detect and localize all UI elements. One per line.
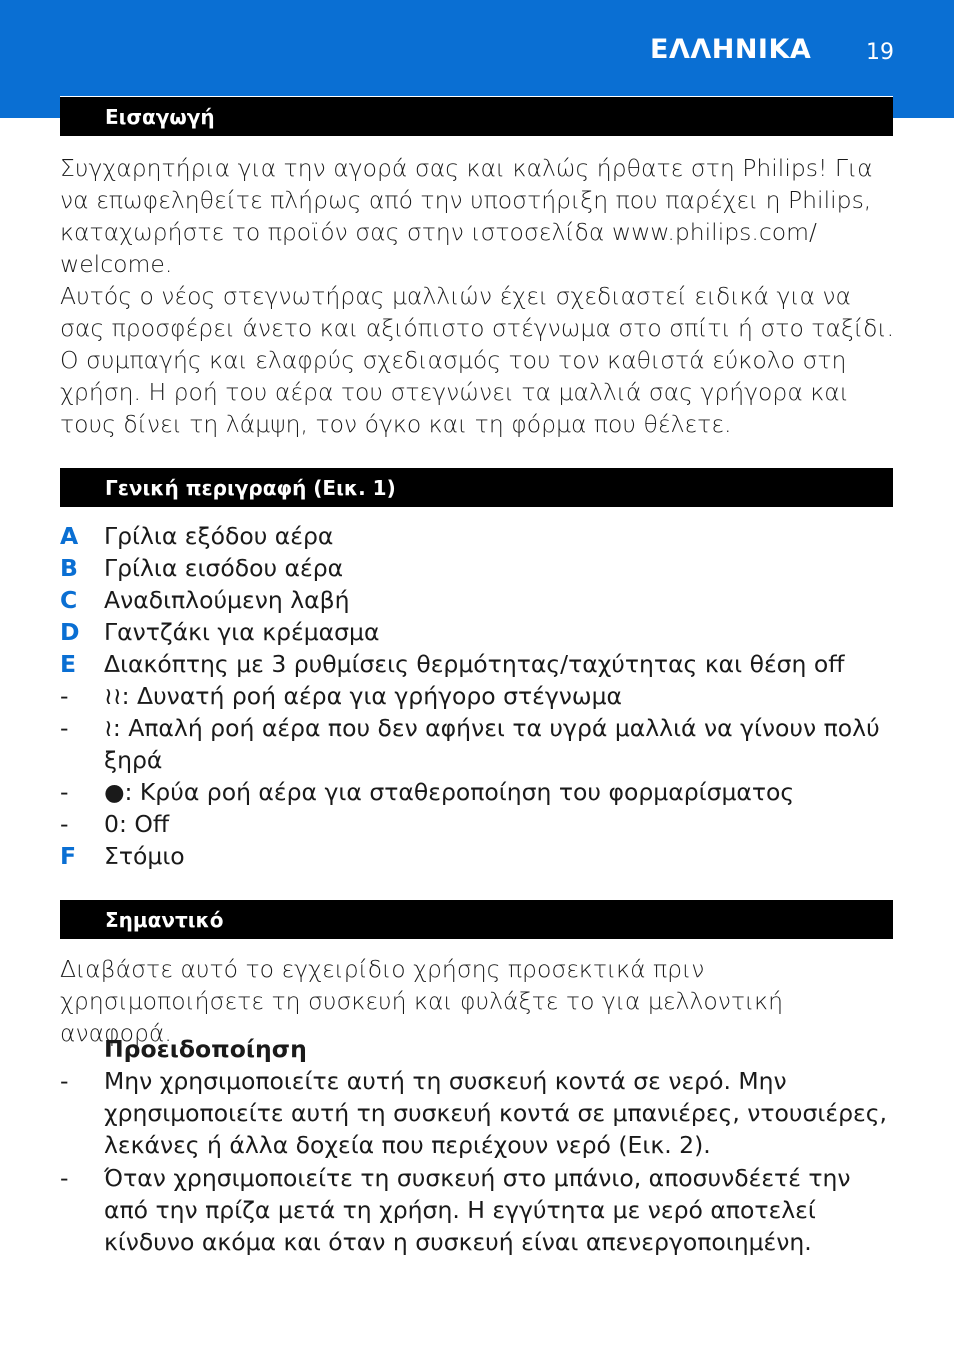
item-dash: -: [60, 714, 69, 742]
item-key: F: [60, 842, 77, 870]
item-text: ≀≀: Δυνατή ροή αέρα για γρήγορο στέγνωμα: [104, 682, 623, 710]
item-dash: -: [60, 1067, 69, 1095]
item-text: κίνδυνο ακόμα και όταν η συσκευή είναι απενεργοποιημένη.: [104, 1228, 812, 1256]
item-text: 0: Off: [104, 810, 170, 838]
intro-line: χρήση. Η ροή του αέρα του στεγνώνει τα μαλλιά σας γρήγορα και: [60, 378, 849, 406]
intro-line: τους δίνει τη λάμψη, τον όγκο και τη φόρμα που θέλετε.: [60, 410, 732, 438]
intro-line: welcome.: [60, 250, 173, 278]
intro-line: να επωφεληθείτε πλήρως από την υποστήριξη που παρέχει η Philips,: [60, 186, 872, 214]
item-key: A: [60, 522, 79, 550]
intro-line: σας προσφέρει άνετο και αξιόπιστο στέγνωμα στο σπίτι ή στο ταξίδι.: [60, 314, 895, 342]
item-text: ≀: Απαλή ροή αέρα που δεν αφήνει τα υγρά μαλλιά να γίνουν πολύ: [104, 714, 880, 742]
important-line: Διαβάστε αυτό το εγχειρίδιο χρήσης προσεκτικά πριν: [60, 955, 705, 983]
section-header-intro: [60, 96, 893, 136]
item-text: Γρίλια εξόδου αέρα: [104, 522, 334, 550]
item-text: Μην χρησιμοποιείτε αυτή τη συσκευή κοντά σε νερό. Μην: [104, 1067, 787, 1095]
section-header-general: [60, 467, 893, 507]
item-text: Γαντζάκι για κρέμασμα: [104, 618, 380, 646]
item-text: ●: Κρύα ροή αέρα για σταθεροποίηση του φορμαρίσματος: [104, 778, 795, 806]
item-text: από την πρίζα μετά τη χρήση. Η εγγύτητα με νερό αποτελεί: [104, 1196, 816, 1224]
item-text: χρησιμοποιείτε αυτή τη συσκευή κοντά σε μπανιέρες, ντουσιέρες,: [104, 1099, 887, 1127]
item-key: E: [60, 650, 77, 678]
intro-line: Συγχαρητήρια για την αγορά σας και καλώς ήρθατε στη Philips! Για: [60, 154, 873, 182]
section-title: Σημαντικό: [105, 908, 224, 932]
page-number: 19: [866, 40, 894, 65]
item-text: ξηρά: [104, 746, 163, 774]
important-line: χρησιμοποιήσετε τη συσκευή και φυλάξτε το για μελλοντική αναφορά.: [60, 987, 783, 1047]
item-text: Όταν χρησιμοποιείτε τη συσκευή στο μπάνιο, αποσυνδέετέ την: [104, 1164, 851, 1192]
item-dash: -: [60, 810, 69, 838]
item-key: D: [60, 618, 80, 646]
item-text: λεκάνες ή άλλα δοχεία που περιέχουν νερό (Εικ. 2).: [104, 1131, 711, 1159]
intro-line: Αυτός ο νέος στεγνωτήρας μαλλιών έχει σχεδιαστεί ειδικά για να: [60, 282, 852, 310]
item-text: Γρίλια εισόδου αέρα: [104, 554, 344, 582]
section-title: Γενική περιγραφή (Εικ. 1): [105, 476, 396, 500]
intro-line: καταχωρήστε το προϊόν σας στην ιστοσελίδα www.philips.com/: [60, 218, 817, 246]
item-key: B: [60, 554, 78, 582]
item-key: C: [60, 586, 78, 614]
item-dash: -: [60, 682, 69, 710]
section-title: Εισαγωγή: [105, 105, 215, 129]
section-header-important: [60, 899, 893, 939]
warning-title: Προειδοποίηση: [104, 1035, 307, 1063]
intro-line: Ο συμπαγής και ελαφρύς σχεδιασμός του τον καθιστά εύκολο στη: [60, 346, 847, 374]
item-dash: -: [60, 1164, 69, 1192]
item-text: Διακόπτης με 3 ρυθμίσεις θερμότητας/ταχύτητας και θέση off: [104, 650, 845, 678]
item-text: Αναδιπλούμενη λαβή: [104, 586, 350, 614]
language-title: ΕΛΛΗΝΙΚΑ: [650, 34, 812, 65]
item-dash: -: [60, 778, 69, 806]
item-text: Στόμιο: [104, 842, 185, 870]
